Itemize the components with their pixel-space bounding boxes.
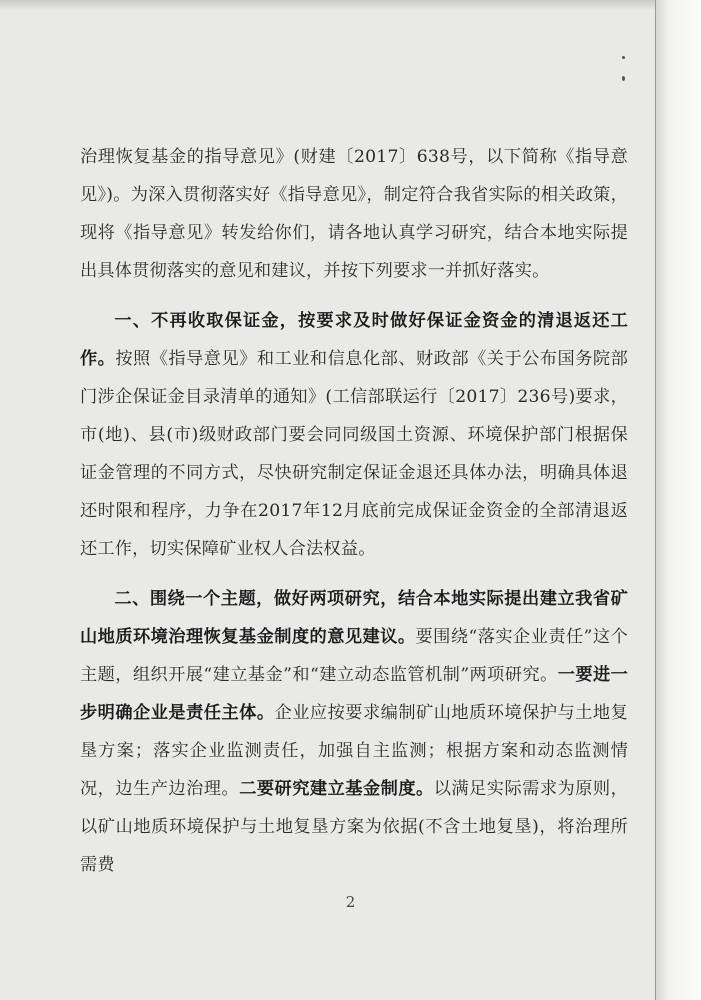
scan-shadow [0,0,701,10]
page-number: 2 [345,893,356,911]
section-1-heading: 一、不再收取保证金，按要求及时做好保证金资金的清退返还工作。 [80,311,628,369]
sub-point-2-heading: 二要研究建立基金制度。 [239,779,434,799]
paragraph-section-2 [80,580,628,884]
paragraph-intro-continued [80,138,628,290]
scan-speck [622,56,625,59]
section-2-heading: 二、围绕一个主题，做好两项研究，结合本地实际提出建立我省矿山地质环境治理恢复基金制度的意见建议。 [80,589,628,647]
paragraph-text: 以满足实际需求为原则，以矿山地质环境保护与土地复垦方案为依据(不含土地复垦)，将治理所需费 [80,779,629,875]
page-edge [655,0,701,1000]
paragraph-text: 按照《指导意见》和工业和信息化部、财政部《关于公布国务院部门涉企保证金目录清单的通知》(工信部联运行〔2017〕236号)要求，市(地)、县(市)级财政部门要会同同级国土资源、环境保护部门根据保证金管理的不同方式，尽快研究制定保证金退还具体办法，明确具体退还时限和程序，力争在2017年12月底前完成保证金资金的全部清退返还工作，切实保障矿业权人合法权益。 [80,349,628,559]
paragraph-section-1 [80,302,628,568]
scan-speck [622,76,625,81]
document-body [80,138,628,884]
paragraph-text: 治理恢复基金的指导意见》(财建〔2017〕638号，以下简称《指导意见》)。为深入贯彻落实好《指导意见》，制定符合我省实际的相关政策，现将《指导意见》转发给你们，请各地认真学习研究，结合本地实际提出具体贯彻落实的意见和建议，并按下列要求一并抓好落实。 [80,147,628,281]
paragraph-text: 要围绕“落实企业责任”这个主题，组织开展“建立基金”和“建立动态监管机制”两项研究。 [80,627,628,685]
paragraph-text: 企业应按要求编制矿山地质环境保护与土地复垦方案；落实企业监测责任，加强自主监测；根据方案和动态监测情况，边生产边治理。 [80,703,628,799]
sub-point-1-heading: 一要进一步明确企业是责任主体。 [80,665,628,723]
